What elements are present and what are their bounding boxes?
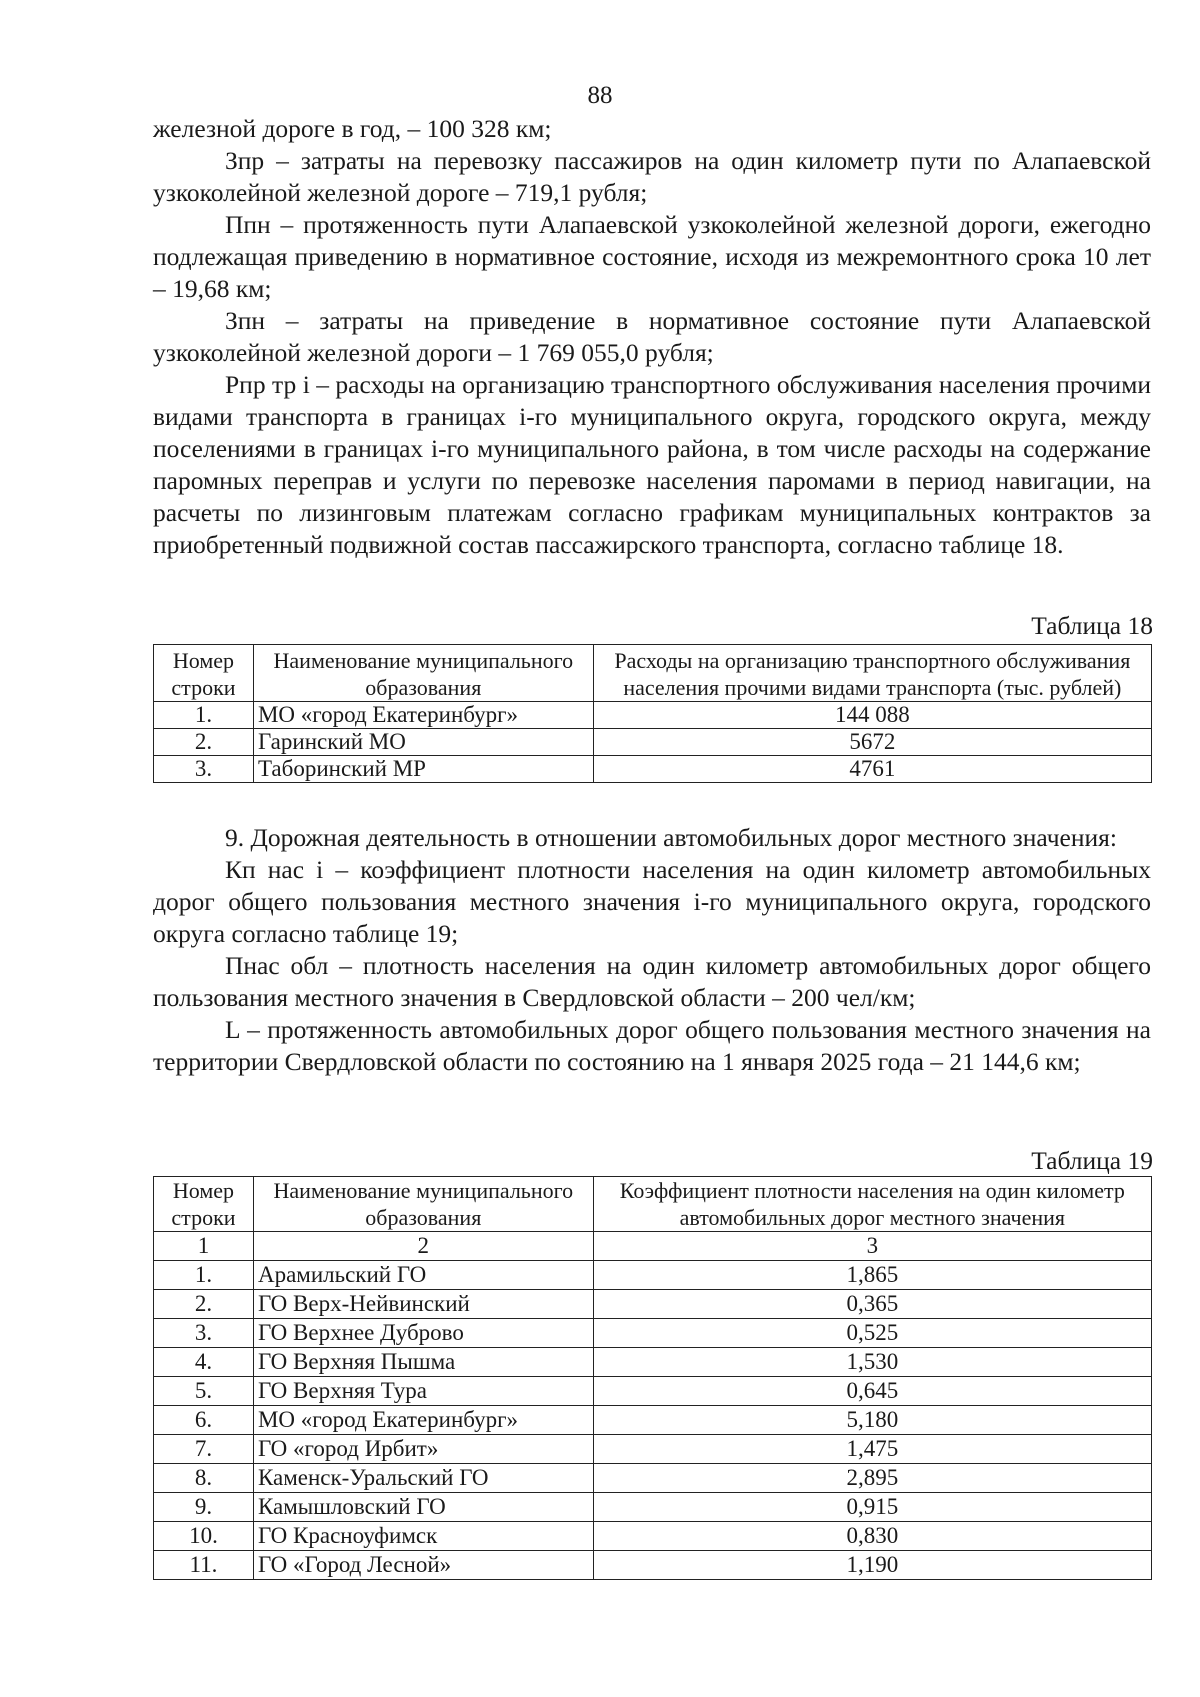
table18-header-row [154, 645, 1152, 702]
table19-column-numbers-row [154, 1232, 1152, 1261]
expense-value: 144 088 [593, 702, 1151, 729]
row-number: 2. [154, 1290, 254, 1319]
paragraph-zpr: Зпр – затраты на перевозку пассажиров на один километр пути по Алапаевской узкоколейной железной дороге – 719,1 рубля; [153, 146, 1151, 207]
coefficient-value: 0,830 [593, 1522, 1151, 1551]
coefficient-value: 0,915 [593, 1493, 1151, 1522]
page-number: 88 [587, 82, 613, 109]
coefficient-value: 1,530 [593, 1348, 1151, 1377]
municipality-name: Таборинский МР [253, 756, 593, 783]
coefficient-value: 1,475 [593, 1435, 1151, 1464]
coefficient-value: 1,865 [593, 1261, 1151, 1290]
column-number: 2 [253, 1232, 593, 1261]
table-row [154, 1290, 1152, 1319]
table18-header-number: Номер строки [154, 645, 254, 702]
row-number: 5. [154, 1377, 254, 1406]
table18-header-name: Наименование муниципального образования [253, 645, 593, 702]
table-row [154, 1261, 1152, 1290]
row-number: 9. [154, 1493, 254, 1522]
table19-header-name: Наименование муниципального образования [253, 1177, 593, 1232]
row-number: 3. [154, 1319, 254, 1348]
table-row [154, 1493, 1152, 1522]
table-row [154, 1435, 1152, 1464]
table-row [154, 1551, 1152, 1580]
coefficient-value: 1,190 [593, 1551, 1151, 1580]
paragraph-continuation: железной дороге в год, – 100 328 км; [153, 114, 552, 143]
row-number: 6. [154, 1406, 254, 1435]
table-row [154, 1319, 1152, 1348]
coefficient-value: 5,180 [593, 1406, 1151, 1435]
table19-header-number: Номер строки [154, 1177, 254, 1232]
row-number: 1. [154, 702, 254, 729]
expense-value: 4761 [593, 756, 1151, 783]
municipality-name: ГО Красноуфимск [253, 1522, 593, 1551]
row-number: 2. [154, 729, 254, 756]
table-19 [153, 1176, 1152, 1580]
body-text-middle [153, 822, 1151, 1078]
paragraph-rpr: Рпр тр i – расходы на организацию транспортного обслуживания населения прочими видами транспорта в границах i-го муниципального округа, городского округа, между поселениями в границах i-го муниципального района, в том числе расходы на содержание паромных переправ и услуги по перевозке населения паромами в период навигации, на расчеты по лизинговым платежам согласно графикам муниципальных контрактов за приобретенный подвижной состав пассажирского транспорта, согласно таблице 18. [153, 370, 1151, 559]
table-row [154, 702, 1152, 729]
row-number: 10. [154, 1522, 254, 1551]
coefficient-value: 0,525 [593, 1319, 1151, 1348]
column-number: 1 [154, 1232, 254, 1261]
table-row [154, 1406, 1152, 1435]
table-row [154, 1464, 1152, 1493]
section-9-heading: 9. Дорожная деятельность в отношении автомобильных дорог местного значения: [225, 823, 1117, 852]
municipality-name: ГО Верх-Нейвинский [253, 1290, 593, 1319]
table-row [154, 1377, 1152, 1406]
municipality-name: МО «город Екатеринбург» [253, 1406, 593, 1435]
table18-caption: Таблица 18 [1031, 611, 1153, 640]
paragraph-kp-nas: Кп нас i – коэффициент плотности населения на один километр автомобильных дорог общего пользования местного значения i-го муниципального округа, городского округа согласно таблице 19; [153, 855, 1151, 948]
table-row [154, 729, 1152, 756]
body-text-top [153, 113, 1151, 561]
row-number: 4. [154, 1348, 254, 1377]
table18-header-expenses: Расходы на организацию транспортного обслуживания населения прочими видами транспорта (тыс. рублей) [593, 645, 1151, 702]
row-number: 8. [154, 1464, 254, 1493]
paragraph-l-length: L – протяженность автомобильных дорог общего пользования местного значения на территории Свердловской области по состоянию на 1 января 2025 года – 21 144,6 км; [153, 1015, 1151, 1076]
municipality-name: МО «город Екатеринбург» [253, 702, 593, 729]
paragraph-pnas-obl: Пнас обл – плотность населения на один километр автомобильных дорог общего пользования местного значения в Свердловской области – 200 чел/км; [153, 951, 1151, 1012]
row-number: 3. [154, 756, 254, 783]
municipality-name: ГО «Город Лесной» [253, 1551, 593, 1580]
municipality-name: Каменск-Уральский ГО [253, 1464, 593, 1493]
coefficient-value: 0,645 [593, 1377, 1151, 1406]
row-number: 7. [154, 1435, 254, 1464]
table19-caption: Таблица 19 [1031, 1146, 1153, 1175]
expense-value: 5672 [593, 729, 1151, 756]
row-number: 1. [154, 1261, 254, 1290]
municipality-name: Арамильский ГО [253, 1261, 593, 1290]
table-row [154, 1522, 1152, 1551]
municipality-name: ГО Верхняя Тура [253, 1377, 593, 1406]
coefficient-value: 0,365 [593, 1290, 1151, 1319]
municipality-name: Гаринский МО [253, 729, 593, 756]
municipality-name: ГО «город Ирбит» [253, 1435, 593, 1464]
row-number: 11. [154, 1551, 254, 1580]
table19-header-coefficient: Коэффициент плотности населения на один километр автомобильных дорог местного значения [593, 1177, 1151, 1232]
column-number: 3 [593, 1232, 1151, 1261]
table-row [154, 1348, 1152, 1377]
table-18 [153, 644, 1152, 783]
municipality-name: Камышловский ГО [253, 1493, 593, 1522]
table-row [154, 756, 1152, 783]
table19-header-row [154, 1177, 1152, 1232]
municipality-name: ГО Верхнее Дуброво [253, 1319, 593, 1348]
paragraph-zpn: Зпн – затраты на приведение в нормативное состояние пути Алапаевской узкоколейной железной дороги – 1 769 055,0 рубля; [153, 306, 1151, 367]
paragraph-ppn: Ппн – протяженность пути Алапаевской узкоколейной железной дороги, ежегодно подлежащая приведению в нормативное состояние, исходя из межремонтного срока 10 лет – 19,68 км; [153, 210, 1151, 303]
municipality-name: ГО Верхняя Пышма [253, 1348, 593, 1377]
coefficient-value: 2,895 [593, 1464, 1151, 1493]
